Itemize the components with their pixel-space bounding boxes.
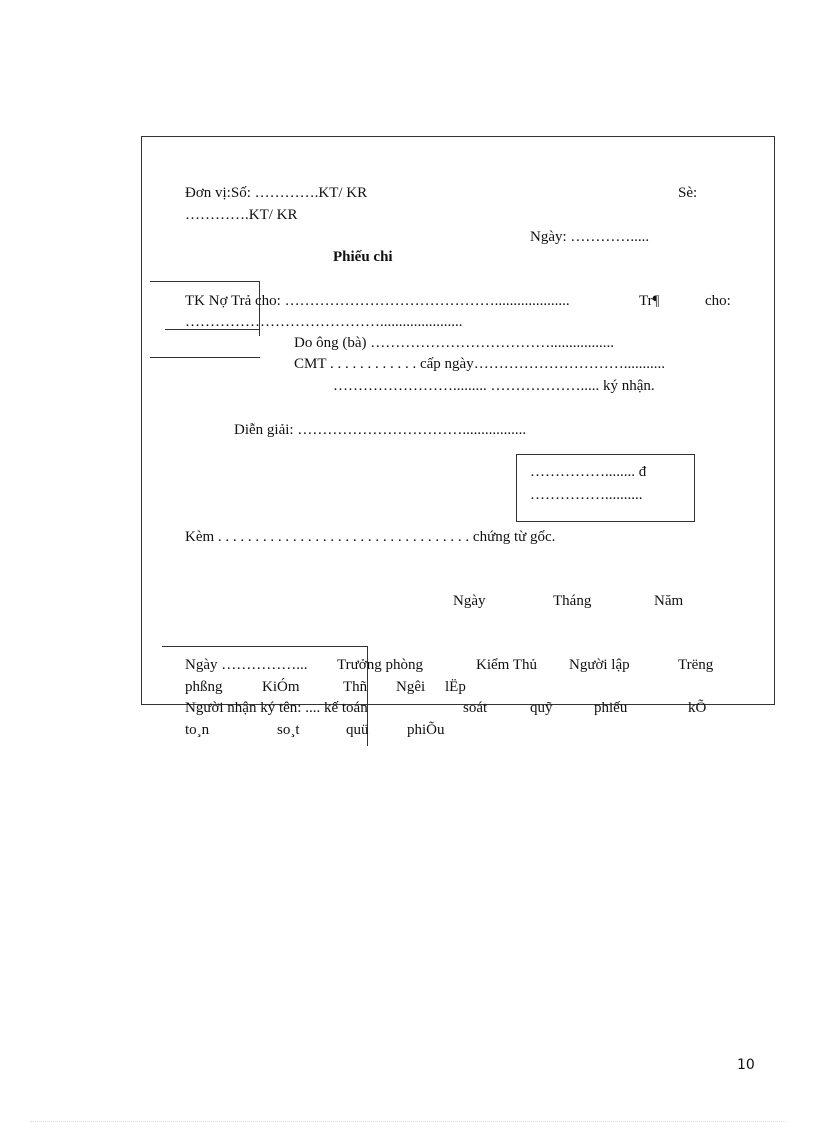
divider-line — [150, 281, 260, 282]
signature-garbled-10: phiÕu — [407, 722, 445, 738]
by-person-line: Do ông (bà) ………………………………................. — [294, 335, 614, 351]
date-month-label: Tháng — [553, 593, 592, 609]
signature-garbled-6: kÕ — [688, 700, 707, 716]
receive-signature-line: ……………………......... ………………..... ký nhận. — [333, 378, 655, 394]
signature-receiver-line: Người nhận ký tên: .... kế toán — [185, 700, 368, 716]
signature-head-of-dept: Trưởng phòng — [337, 657, 423, 673]
signature-divider — [162, 646, 368, 647]
unit-number-continuation: ………….KT/ KR — [185, 207, 298, 223]
signature-preparer: Người lập — [569, 657, 630, 673]
page-bottom-edge — [30, 1121, 786, 1122]
signature-control: soát — [463, 700, 488, 716]
signature-inspector: Kiểm Thủ — [476, 657, 537, 673]
pay-to-label-garbled: Tr¶ — [639, 293, 660, 309]
voucher-number-label: Sè: — [678, 185, 698, 201]
description-line: Diễn giải: ……………………………................. — [234, 422, 527, 438]
id-card-line: CMT . . . . . . . . . . . . cấp ngày…………………………........... — [294, 356, 665, 372]
pay-to-label-suffix: cho: — [705, 293, 731, 309]
signature-head-garbled: Trëng — [678, 657, 714, 673]
signature-garbled-7: to¸n — [185, 722, 210, 738]
signature-fund: quỹ — [530, 700, 553, 716]
signature-voucher: phiếu — [594, 700, 628, 716]
tk-no-pay-to-line: TK Nợ Trả cho: …………………………………….................... — [185, 293, 570, 309]
divider-line — [150, 357, 260, 358]
page-title: Phiếu chi — [333, 249, 393, 265]
date-day-label: Ngày — [453, 593, 486, 609]
amount-in-words-line: …………….......... — [530, 487, 643, 503]
signature-garbled-4: Ngêi — [396, 679, 426, 695]
page-number: 10 — [737, 1057, 755, 1073]
date-line: Ngày: …………..... — [530, 229, 650, 245]
signature-garbled-3: Thñ — [343, 679, 368, 695]
signature-garbled-1: phßng — [185, 679, 223, 695]
amount-line: ……………........ đ — [530, 464, 647, 480]
signature-garbled-9: quü — [346, 722, 369, 738]
unit-number-line: Đơn vị:Số: ………….KT/ KR — [185, 185, 368, 201]
attachment-line: Kèm . . . . . . . . . . . . . . . . . . . . . . . . . . . . . . . . . . chứng từ gốc. — [185, 529, 556, 545]
pay-to-continuation: …………………………………...................... — [185, 314, 463, 330]
signature-garbled-8: so¸t — [277, 722, 300, 738]
signature-garbled-5: lËp — [445, 679, 466, 695]
signature-date: Ngày ……………... — [185, 657, 308, 673]
signature-garbled-2: KiÓm — [262, 679, 300, 695]
date-year-label: Năm — [654, 593, 684, 609]
